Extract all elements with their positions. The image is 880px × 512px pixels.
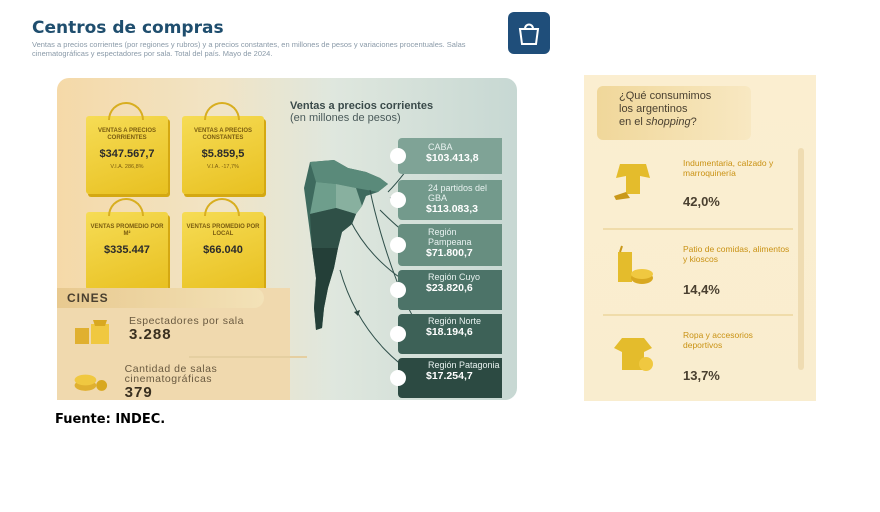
region-cuyo: Región Cuyo $23.820,6: [398, 270, 502, 310]
region-pampeana: Región Pampeana $71.800,7: [398, 224, 502, 266]
bag-value: $66.040: [203, 244, 243, 256]
clothing-icon: [610, 158, 656, 204]
region-caba: CABA $103.413,8: [398, 138, 502, 174]
film-reel-icon: [71, 364, 111, 396]
region-norte: Región Norte $18.194,6: [398, 314, 502, 354]
shopping-bag-icon: [508, 12, 550, 54]
bag-promedio-m2: VENTAS PROMEDIO POR M² $335.447: [86, 212, 168, 290]
bag-promedio-local: VENTAS PROMEDIO POR LOCAL $66.040: [182, 212, 264, 290]
bag-ventas-constantes: VENTAS A PRECIOS CONSTANTES $5.859,5 V.I.A. -17,7%: [182, 116, 264, 194]
cinema-ticket-icon: [71, 316, 115, 348]
sportswear-icon: [610, 330, 656, 376]
region-gba: 24 partidos del GBA $113.083,3: [398, 180, 502, 220]
espectadores-row: Espectadores por sala 3.288: [71, 316, 244, 348]
bag-value: $335.447: [104, 244, 150, 256]
scrollbar[interactable]: [798, 148, 804, 370]
consumo-question: ¿Qué consumimos los argentinos en el shopping?: [597, 86, 751, 140]
page-subtitle: Ventas a precios corrientes (por regiones y rubros) y a precios constantes, en millones de pesos y variaciones procentuales. Salas cinematográficas y espectadores por sala. Total del país. Mayo de 2024.: [32, 40, 466, 58]
source-note: Fuente: INDEC.: [55, 412, 166, 427]
cines-header: CINES: [57, 288, 264, 308]
salas-row: Cantidad de salas cinematográficas 379: [71, 364, 290, 401]
bag-value: $5.859,5: [201, 148, 245, 160]
ventas-header: Ventas a precios corrientes (en millones de pesos): [290, 100, 434, 124]
food-icon: [610, 244, 656, 290]
cines-section: [57, 288, 290, 400]
region-patagonia: Región Patagonia $17.254,7: [398, 358, 502, 398]
bag-value: $347.567,7: [99, 148, 155, 160]
bag-ventas-corrientes: VENTAS A PRECIOS CORRIENTES $347.567,7 V.I.A. 286,8%: [86, 116, 168, 194]
page-title: Centros de compras: [32, 18, 224, 38]
